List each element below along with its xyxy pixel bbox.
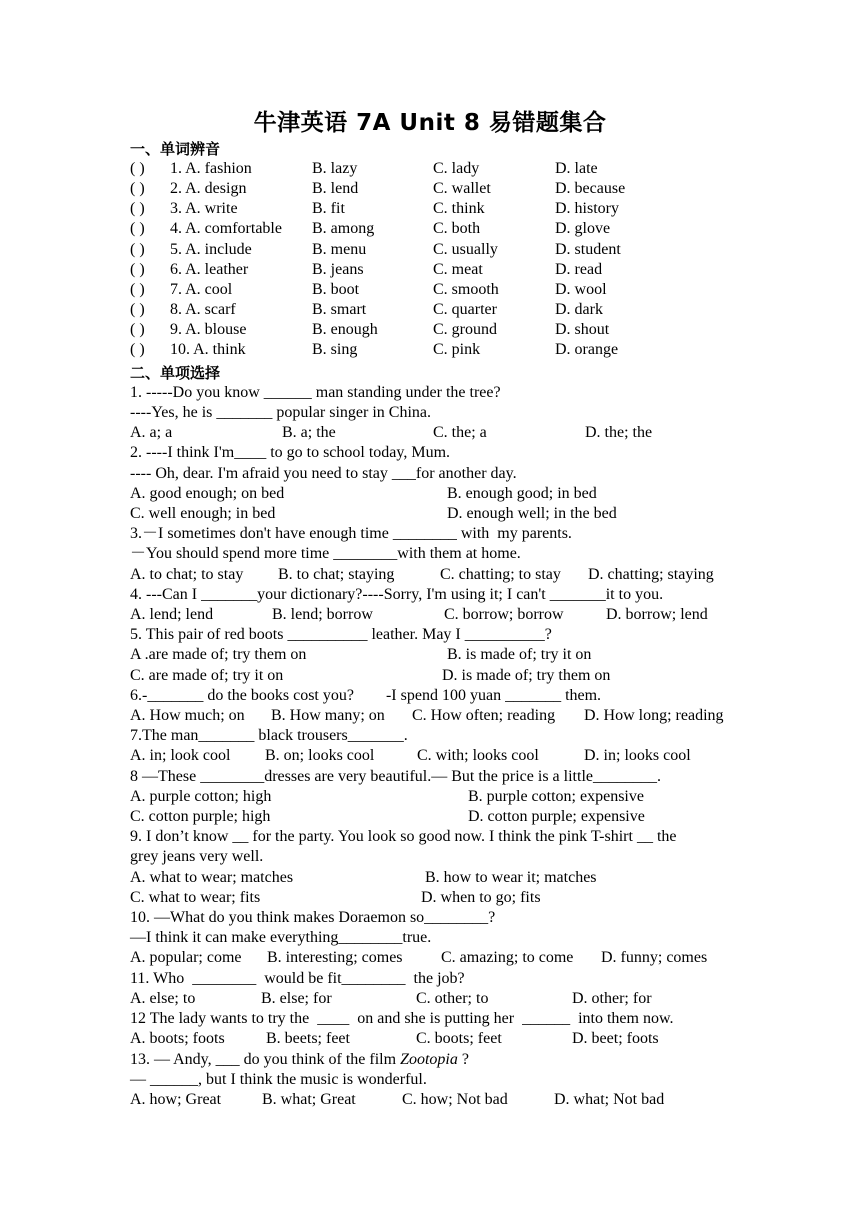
option-d: D. because <box>555 180 626 197</box>
option-a: A. lend; lend <box>130 606 214 623</box>
option-a: A. a; a <box>130 424 173 441</box>
option-b: B. interesting; comes <box>267 949 403 966</box>
option-d: D. wool <box>555 281 607 298</box>
question-13-text: 13. — Andy, ___ do you think of the film <box>130 1051 401 1068</box>
option-a: 8. A. scarf <box>170 301 236 318</box>
option-a: 7. A. cool <box>170 281 233 298</box>
option-a: A. popular; come <box>130 949 242 966</box>
question-2-line-2: ---- Oh, dear. I'm afraid you need to stay ___for another day. <box>130 465 517 482</box>
option-b: B. enough good; in bed <box>447 485 597 502</box>
option-a: 2. A. design <box>170 180 247 197</box>
option-d: D. How long; reading <box>584 707 724 724</box>
option-c: C. How often; reading <box>412 707 556 724</box>
question-13-line-1 <box>130 1050 469 1070</box>
option-b: B. among <box>312 220 375 237</box>
option-d: D. when to go; fits <box>421 889 541 906</box>
option-b: B. sing <box>312 341 358 358</box>
answer-paren: ( ) <box>130 180 145 197</box>
option-a: A. boots; foots <box>130 1030 225 1047</box>
option-d: D. what; Not bad <box>554 1091 665 1108</box>
option-d: D. borrow; lend <box>606 606 708 623</box>
option-d: D. the; the <box>585 424 653 441</box>
answer-paren: ( ) <box>130 261 145 278</box>
option-c: C. pink <box>433 341 481 358</box>
option-d: D. chatting; staying <box>588 566 714 583</box>
option-d: D. enough well; in the bed <box>447 505 617 522</box>
question-9-line-2: grey jeans very well. <box>130 848 264 865</box>
option-c: C. wallet <box>433 180 491 197</box>
option-c: C. borrow; borrow <box>444 606 564 623</box>
option-c: C. with; looks cool <box>417 747 539 764</box>
question-10-line-2: —I think it can make everything________true. <box>130 929 432 946</box>
option-c: C. cotton purple; high <box>130 808 271 825</box>
option-d: D. late <box>555 160 598 177</box>
option-a: A. How much; on <box>130 707 245 724</box>
option-b: B. lazy <box>312 160 358 177</box>
option-a: 9. A. blouse <box>170 321 247 338</box>
option-a: 5. A. include <box>170 241 252 258</box>
question-9-line-1: 9. I don’t know __ for the party. You look so good now. I think the pink T-shirt __ the <box>130 828 677 845</box>
option-c: C. smooth <box>433 281 499 298</box>
option-b: B. purple cotton; expensive <box>468 788 644 805</box>
option-d: D. orange <box>555 341 619 358</box>
question-3-line-2: －You should spend more time ________with them at home. <box>130 545 521 562</box>
option-b: B. enough <box>312 321 378 338</box>
answer-paren: ( ) <box>130 301 145 318</box>
option-a: A. what to wear; matches <box>130 869 294 886</box>
question-11-line-1: 11. Who ________ would be fit________ the job? <box>130 970 465 987</box>
option-c: C. well enough; in bed <box>130 505 276 522</box>
section-heading-multiple-choice: 二、单项选择 <box>130 364 221 382</box>
option-c: C. what to wear; fits <box>130 889 261 906</box>
option-a: 6. A. leather <box>170 261 249 278</box>
question-8-line-1: 8 —These ________dresses are very beautiful.— But the price is a little________. <box>130 768 661 785</box>
option-a: A. in; look cool <box>130 747 231 764</box>
section-heading-phonetics: 一、单词辨音 <box>130 140 221 158</box>
film-title: Zootopia <box>400 1051 458 1068</box>
option-a: A. purple cotton; high <box>130 788 272 805</box>
option-a: A. to chat; to stay <box>130 566 244 583</box>
option-a: 4. A. comfortable <box>170 220 282 237</box>
option-b: B. beets; feet <box>266 1030 350 1047</box>
option-c: C. usually <box>433 241 498 258</box>
option-b: B. boot <box>312 281 360 298</box>
option-a: A. good enough; on bed <box>130 485 285 502</box>
answer-paren: ( ) <box>130 281 145 298</box>
option-c: C. think <box>433 200 485 217</box>
option-c: C. both <box>433 220 481 237</box>
question-5-line-1: 5. This pair of red boots __________ leather. May I __________? <box>130 626 552 643</box>
option-b: B. how to wear it; matches <box>425 869 597 886</box>
question-mark: ? <box>457 1051 469 1068</box>
option-c: C. how; Not bad <box>402 1091 508 1108</box>
option-a: 1. A. fashion <box>170 160 252 177</box>
answer-paren: ( ) <box>130 341 145 358</box>
option-d: D. history <box>555 200 619 217</box>
option-d: D. read <box>555 261 603 278</box>
option-b: B. How many; on <box>271 707 385 724</box>
option-b: B. on; looks cool <box>265 747 375 764</box>
option-c: C. boots; feet <box>416 1030 502 1047</box>
question-4-line-1: 4. ---Can I _______your dictionary?----Sorry, I'm using it; I can't _______it to you. <box>130 586 664 603</box>
option-a: 3. A. write <box>170 200 238 217</box>
question-1-line-2: ----Yes, he is _______ popular singer in China. <box>130 404 432 421</box>
option-b: B. jeans <box>312 261 364 278</box>
option-b: B. to chat; staying <box>278 566 395 583</box>
option-d: D. beet; foots <box>572 1030 659 1047</box>
option-c: C. quarter <box>433 301 497 318</box>
option-d: D. in; looks cool <box>584 747 691 764</box>
option-b: B. fit <box>312 200 345 217</box>
option-d: D. cotton purple; expensive <box>468 808 645 825</box>
option-d: D. shout <box>555 321 610 338</box>
option-c: C. meat <box>433 261 483 278</box>
answer-paren: ( ) <box>130 321 145 338</box>
option-b: B. what; Great <box>262 1091 356 1108</box>
answer-paren: ( ) <box>130 220 145 237</box>
option-b: B. is made of; try it on <box>447 646 592 663</box>
option-a: A. else; to <box>130 990 196 1007</box>
answer-paren: ( ) <box>130 160 145 177</box>
option-b: B. smart <box>312 301 367 318</box>
question-1-line-1: 1. -----Do you know ______ man standing under the tree? <box>130 384 501 401</box>
option-d: D. funny; comes <box>601 949 708 966</box>
option-c: C. ground <box>433 321 497 338</box>
option-d: D. student <box>555 241 621 258</box>
option-b: B. lend <box>312 180 359 197</box>
option-b: B. a; the <box>282 424 336 441</box>
option-b: B. else; for <box>261 990 332 1007</box>
answer-paren: ( ) <box>130 241 145 258</box>
option-c: C. lady <box>433 160 480 177</box>
question-2-line-1: 2. ----I think I'm____ to go to school today, Mum. <box>130 444 451 461</box>
option-c: C. amazing; to come <box>441 949 574 966</box>
option-a: 10. A. think <box>170 341 246 358</box>
option-a: A. how; Great <box>130 1091 222 1108</box>
question-7-line-1: 7.The man_______ black trousers_______. <box>130 727 408 744</box>
option-c: C. other; to <box>416 990 489 1007</box>
option-d: D. other; for <box>572 990 652 1007</box>
option-d: D. dark <box>555 301 603 318</box>
option-a: A .are made of; try them on <box>130 646 307 663</box>
question-3-line-1: 3.－I sometimes don't have enough time ________ with my parents. <box>130 525 572 542</box>
question-10-line-1: 10. —What do you think makes Doraemon so________? <box>130 909 496 926</box>
answer-paren: ( ) <box>130 200 145 217</box>
option-c: C. the; a <box>433 424 487 441</box>
question-13-line-2: — ______, but I think the music is wonderful. <box>130 1071 427 1088</box>
question-6-line-1: 6.-_______ do the books cost you? -I spend 100 yuan _______ them. <box>130 687 602 704</box>
option-c: C. chatting; to stay <box>440 566 561 583</box>
option-d: D. glove <box>555 220 611 237</box>
option-c: C. are made of; try it on <box>130 667 284 684</box>
question-12-line-1: 12 The lady wants to try the ____ on and she is putting her ______ into them now. <box>130 1010 674 1027</box>
page-title: 牛津英语 7A Unit 8 易错题集合 <box>253 110 607 136</box>
option-b: B. menu <box>312 241 367 258</box>
option-d: D. is made of; try them on <box>442 667 611 684</box>
option-b: B. lend; borrow <box>272 606 373 623</box>
